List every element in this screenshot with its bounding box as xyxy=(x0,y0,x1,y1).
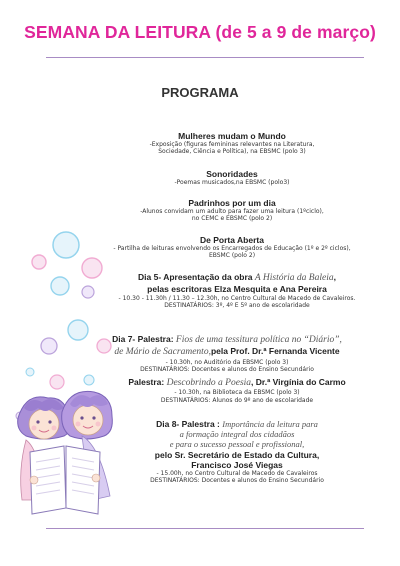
event-time: - 10.30h, no Auditório da EBSMC (polo 3) xyxy=(165,358,289,366)
event-time: - 10.30 - 11.30h / 11.30 – 12.30h, no Centro Cultural de Macedo de Cavaleiros. xyxy=(118,294,356,302)
punctuation: , xyxy=(333,272,336,282)
event-sonoridades xyxy=(90,169,374,186)
event-title: De Porta Aberta xyxy=(200,235,264,245)
event-day5 xyxy=(100,272,374,309)
event-line: -Alunos convidam um adulto para fazer uma leitura (1ºciclo), xyxy=(140,208,324,216)
event-authors: pelas escritoras Elza Mesquita e Ana Pereira xyxy=(147,284,327,295)
event-day-label: Dia 5- Apresentação da obra xyxy=(138,272,255,282)
talk-title: de Mário de Sacramento, xyxy=(114,347,211,358)
event-title xyxy=(100,377,374,389)
event-line: Sociedade, Ciência e Política), na EBSMC (polo 3) xyxy=(158,148,306,156)
event-line: -Exposição (figuras femininas relevantes na Literatura, xyxy=(149,141,315,149)
event-title: Sonoridades xyxy=(206,169,258,179)
event-talk-poesia xyxy=(100,377,374,404)
event-title: Mulheres mudam o Mundo xyxy=(178,131,286,141)
event-day8 xyxy=(100,419,374,484)
event-speaker-line xyxy=(80,346,374,358)
event-line: -Poemas musicados,na EBSMC (polo3) xyxy=(174,179,290,187)
event-title xyxy=(80,334,374,346)
program-title: PROGRAMA xyxy=(161,85,239,100)
event-audience: DESTINATÁRIOS: Docentes e alunos do Ensino Secundário xyxy=(150,477,324,485)
event-line: - Partilha de leituras envolvendo os Encarregados de Educação (1º e 2º ciclos), xyxy=(113,245,351,253)
event-time: - 15.00h, no Centro Cultural de Macedo de Cavaleiros xyxy=(156,469,318,477)
event-title xyxy=(100,272,374,284)
event-title: Padrinhos por um dia xyxy=(188,198,276,208)
speaker: , Dr.ª Virgínia do Carmo xyxy=(251,377,346,387)
top-divider xyxy=(46,57,364,58)
speaker: pelo Sr. Secretário de Estado da Cultura, xyxy=(154,449,320,460)
talk-title: e para o sucesso pessoal e profissional, xyxy=(169,439,305,450)
event-audience: DESTINATÁRIOS: 3º, 4º E 5º ano de escolaridade xyxy=(164,301,310,309)
event-line: EBSMC (polo 2) xyxy=(208,252,256,260)
event-padrinhos xyxy=(90,198,374,223)
event-line: no CEMC e EBSMC (polo 2) xyxy=(191,215,273,223)
bottom-divider xyxy=(46,528,364,529)
talk-title: Fios de uma tessitura política no “Diário”, xyxy=(175,335,342,345)
page-title: SEMANA DA LEITURA (de 5 a 9 de março) xyxy=(24,22,376,42)
talk-title: Descobrindo a Poesia xyxy=(166,378,252,388)
speaker: Francisco José Viegas xyxy=(191,459,283,470)
book-title: A História da Baleia xyxy=(254,273,334,283)
event-day-label: Dia 7- Palestra: xyxy=(112,334,176,344)
talk-title: a formação integral dos cidadãos xyxy=(179,429,295,440)
speaker: pela Prof. Dr.ª Fernanda Vicente xyxy=(210,346,340,357)
event-audience: DESTINATÁRIOS: Docentes e alunos do Ensino Secundário xyxy=(140,365,314,373)
event-day7 xyxy=(80,334,374,373)
talk-title: Importância da leitura para xyxy=(222,419,318,429)
event-time: - 10.30h, na Biblioteca da EBSMC (polo 3) xyxy=(174,389,300,397)
event-mulheres xyxy=(90,131,374,156)
event-label: Palestra: xyxy=(128,377,167,387)
open-book-icon xyxy=(30,446,100,514)
bubbles xyxy=(16,232,111,420)
event-day-label: Dia 8- Palestra : xyxy=(156,419,223,429)
event-title xyxy=(100,419,374,429)
event-audience: DESTINATÁRIOS: Alunos do 9º ano de escolaridade xyxy=(160,396,314,404)
event-porta-aberta xyxy=(90,235,374,260)
